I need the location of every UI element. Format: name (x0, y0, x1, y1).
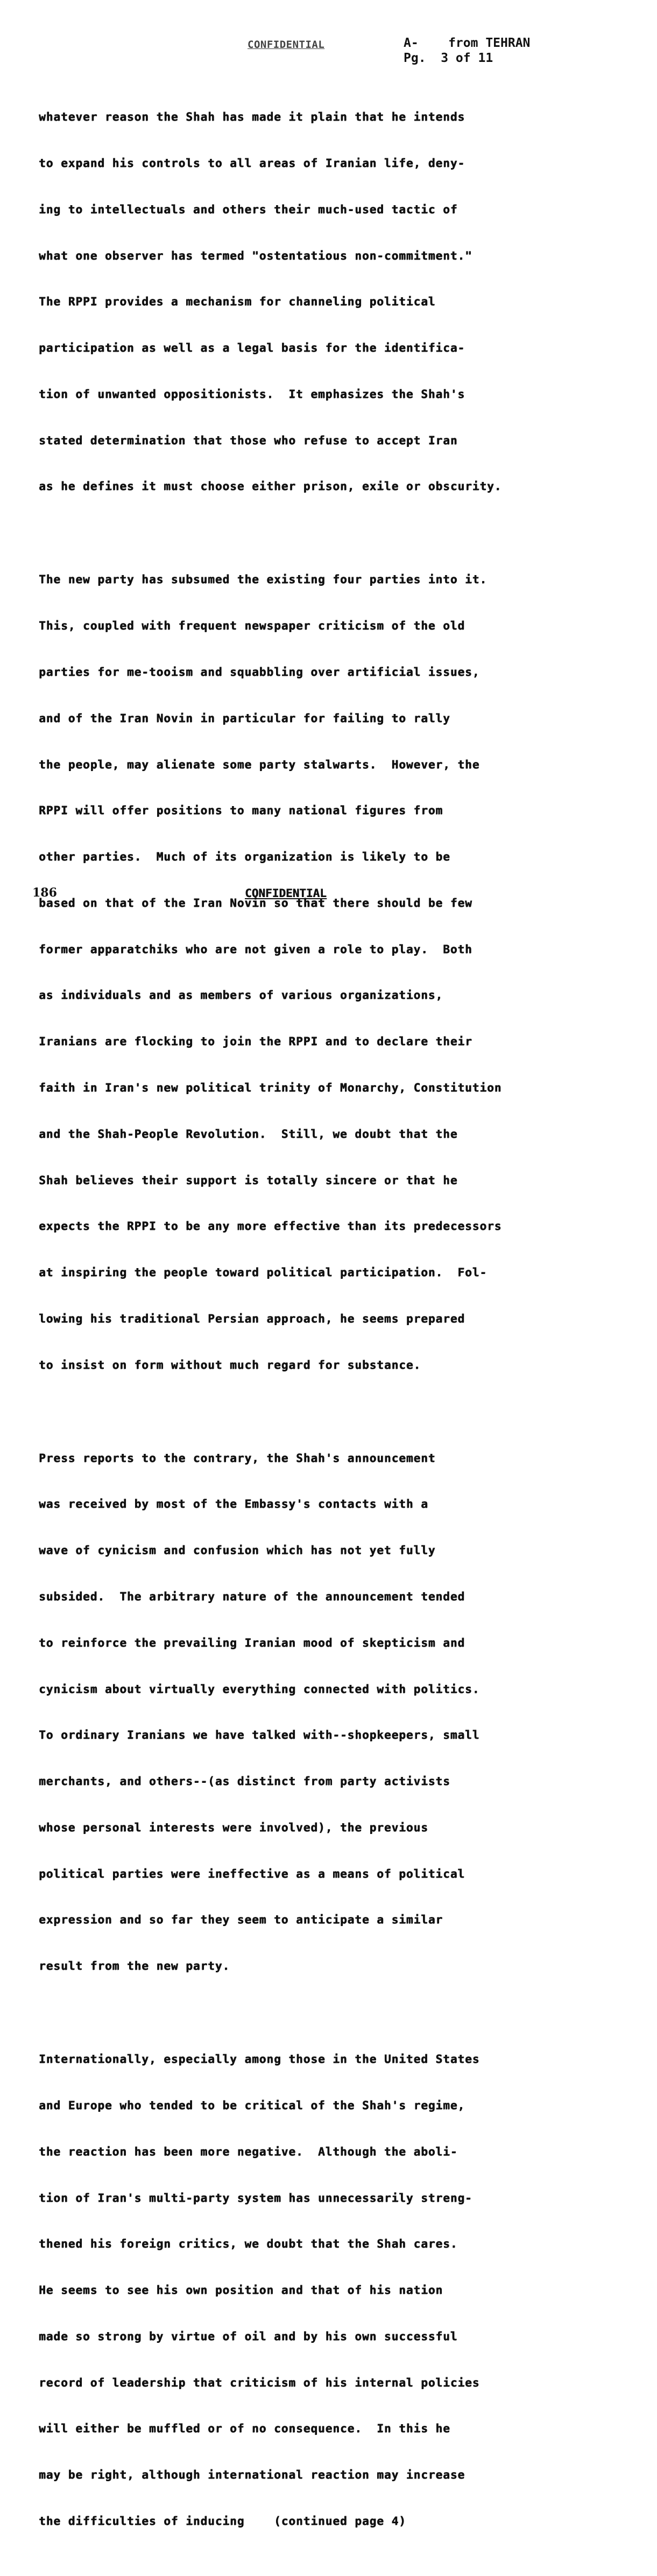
text-line: as he defines it must choose either prison, exile or obscurity. (39, 479, 502, 493)
text-line: This, coupled with frequent newspaper criticism of the old (39, 619, 465, 633)
text-line: expression and so far they seem to anticipate a similar (39, 1913, 443, 1927)
text-line: record of leadership that criticism of his internal policies (39, 2375, 480, 2389)
text-line: the reaction has been more negative. Although the aboli- (39, 2144, 458, 2158)
text-line: whatever reason the Shah has made it plain that he intends (39, 110, 465, 124)
text-line: and the Shah-People Revolution. Still, we doubt that the (39, 1126, 458, 1140)
text-line: and of the Iran Novin in particular for failing to rally (39, 711, 450, 725)
text-line: ing to intellectuals and others their much-used tactic of (39, 202, 458, 216)
text-line: and Europe who tended to be critical of the Shah's regime, (39, 2098, 465, 2112)
text-line: Shah believes their support is totally sincere or that he (39, 1173, 458, 1187)
page-count-line: Pg. 3 of 11 (404, 51, 493, 65)
text-line: Internationally, especially among those in the United States (39, 2052, 480, 2066)
page-header (248, 36, 624, 73)
text-line: political parties were ineffective as a means of political (39, 1866, 465, 1880)
text-line: cynicism about virtually everything connected with politics. (39, 1682, 480, 1696)
text-line: parties for me-tooism and squabbling over artificial issues, (39, 664, 480, 678)
text-line: to expand his controls to all areas of Iranian life, deny- (39, 156, 465, 170)
text-line: was received by most of the Embassy's contacts with a (39, 1497, 428, 1511)
text-line: to reinforce the prevailing Iranian mood of skepticism and (39, 1635, 465, 1649)
text-line: may be right, although international reaction may increase (39, 2468, 465, 2482)
text-line: RPPI will offer positions to many national figures from (39, 803, 443, 817)
text-line: tion of unwanted oppositionists. It emphasizes the Shah's (39, 387, 465, 401)
text-line: merchants, and others--(as distinct from party activists (39, 1774, 450, 1788)
text-line: at inspiring the people toward political participation. Fol- (39, 1265, 488, 1279)
text-line: wave of cynicism and confusion which has not yet fully (39, 1543, 436, 1557)
text-line: expects the RPPI to be any more effective than its predecessors (39, 1219, 502, 1233)
document-body (39, 79, 620, 2576)
text-line: thened his foreign critics, we doubt that the Shah cares. (39, 2237, 458, 2251)
text-line: based on that of the Iran Novin so that there should be few (39, 895, 472, 909)
text-line: to insist on form without much regard for substance. (39, 1357, 421, 1371)
airgram-line: A- from TEHRAN (404, 36, 531, 50)
text-line: whose personal interests were involved), the previous (39, 1820, 428, 1834)
paragraph (39, 541, 620, 1403)
text-line: subsided. The arbitrary nature of the announcement tended (39, 1590, 465, 1603)
text-line: faith in Iran's new political trinity of Monarchy, Constitution (39, 1081, 502, 1094)
text-line: as individuals and as members of various organizations, (39, 988, 443, 1002)
classification-marking-bottom: CONFIDENTIAL (245, 887, 327, 900)
airgram-reference (404, 36, 530, 66)
text-line: will either be muffled or of no consequence. In this he (39, 2421, 450, 2435)
text-line: tion of Iran's multi-party system has unnecessarily streng- (39, 2190, 472, 2204)
text-line: participation as well as a legal basis for the identifica- (39, 341, 465, 355)
paragraph (39, 2021, 620, 2560)
text-line: former apparatchiks who are not given a role to play. Both (39, 942, 472, 956)
paragraph (39, 1419, 620, 2005)
text-line: Iranians are flocking to join the RPPI and to declare their (39, 1034, 472, 1048)
text-line: result from the new party. (39, 1959, 230, 1973)
text-line: what one observer has termed "ostentatious non-commitment." (39, 248, 472, 262)
page-footer (32, 886, 624, 907)
text-line: Press reports to the contrary, the Shah's announcement (39, 1451, 436, 1465)
text-line: The new party has subsumed the existing four parties into it. (39, 572, 488, 586)
text-line: other parties. Much of its organization is likely to be (39, 850, 450, 864)
classification-marking-top: CONFIDENTIAL (248, 39, 325, 51)
text-line: made so strong by virtue of oil and by his own successful (39, 2329, 458, 2343)
page-number: 186 (32, 886, 57, 900)
text-line: The RPPI provides a mechanism for channeling political (39, 295, 436, 309)
text-line: the difficulties of inducing (continued page 4) (39, 2514, 406, 2528)
text-line: He seems to see his own position and that of his nation (39, 2283, 443, 2297)
text-line: the people, may alienate some party stalwarts. However, the (39, 757, 480, 771)
text-line: lowing his traditional Persian approach, he seems prepared (39, 1311, 465, 1325)
paragraph (39, 79, 620, 525)
text-line: stated determination that those who refuse to accept Iran (39, 433, 458, 447)
text-line: To ordinary Iranians we have talked with--shopkeepers, small (39, 1728, 480, 1742)
